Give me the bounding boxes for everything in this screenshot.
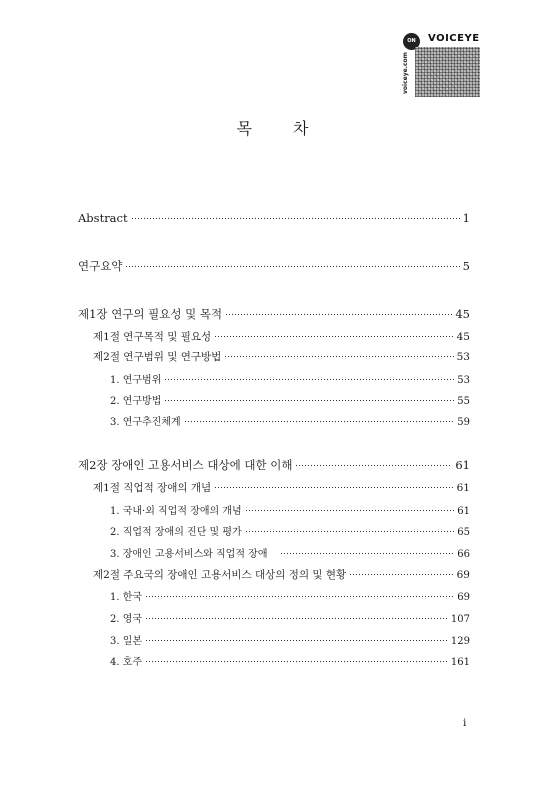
toc-leader-dots xyxy=(164,400,454,401)
toc-entry[interactable] xyxy=(110,502,470,517)
toc-leader-dots xyxy=(145,640,448,641)
toc-entry[interactable] xyxy=(110,545,470,560)
toc-entry[interactable] xyxy=(78,211,470,225)
toc-entry-page: 53 xyxy=(457,375,470,386)
toc-leader-dots xyxy=(214,336,454,337)
logo-badge: ON xyxy=(403,33,420,50)
voiceye-logo xyxy=(402,30,481,97)
toc-entry-label: 2. 연구방법 xyxy=(110,396,162,407)
toc-entry-label: 제2절 주요국의 장애인 고용서비스 대상의 정의 및 현황 xyxy=(93,569,347,581)
toc-entry-label: Abstract xyxy=(78,211,128,225)
toc-leader-dots xyxy=(349,574,453,575)
toc-entry-page: 129 xyxy=(450,636,470,647)
page-title: 목 차 xyxy=(236,119,327,138)
toc-leader-dots xyxy=(245,510,455,511)
toc-entry-label: 1. 국내·외 직업적 장애의 개념 xyxy=(110,506,242,517)
toc-leader-dots xyxy=(245,531,455,532)
toc-entry-page: 5 xyxy=(462,259,470,273)
toc-entry[interactable] xyxy=(110,653,470,668)
logo-site-text: voiceye.com xyxy=(402,52,409,94)
toc-leader-dots xyxy=(225,314,452,315)
toc-entry[interactable] xyxy=(110,632,470,647)
toc-leader-dots xyxy=(280,553,455,554)
toc-entry-label: 제2절 연구범위 및 연구방법 xyxy=(93,351,222,363)
toc-entry-label: 제2장 장애인 고용서비스 대상에 대한 이해 xyxy=(78,458,293,472)
toc-entry-label: 제1절 직업적 장애의 개념 xyxy=(93,482,212,494)
toc-leader-dots xyxy=(164,379,454,380)
toc-entry-page: 61 xyxy=(456,482,470,494)
page-number: i xyxy=(463,717,467,729)
toc-entry-label: 3. 장애인 고용서비스와 직업적 장애 xyxy=(110,549,268,560)
logo-brand-text: VOICEYE xyxy=(428,33,480,44)
toc-entry-page: 107 xyxy=(450,614,470,625)
toc-entry[interactable] xyxy=(110,523,470,538)
toc-entry[interactable] xyxy=(110,610,470,625)
toc-entry[interactable] xyxy=(78,457,470,473)
toc-entry-page: 45 xyxy=(455,307,470,321)
toc-entry-label: 1. 한국 xyxy=(110,592,143,603)
voiceye-code-pattern xyxy=(415,47,480,97)
toc-entry[interactable] xyxy=(110,392,470,407)
toc-leader-dots xyxy=(145,661,448,662)
toc-entry[interactable] xyxy=(93,329,470,344)
toc-entry-page: 161 xyxy=(450,657,470,668)
toc-entry-page: 61 xyxy=(457,506,470,517)
toc-leader-dots xyxy=(131,218,460,219)
toc-leader-dots xyxy=(184,421,455,422)
toc-leader-dots xyxy=(145,618,448,619)
toc-entry[interactable] xyxy=(110,371,470,386)
toc-entry-label: 3. 연구추진체계 xyxy=(110,417,181,428)
toc-entry-label: 제1절 연구목적 및 필요성 xyxy=(93,331,212,343)
toc-entry-page: 65 xyxy=(457,527,470,538)
toc-leader-dots xyxy=(214,487,454,488)
toc-entry[interactable] xyxy=(93,567,470,582)
toc-entry[interactable] xyxy=(93,349,470,364)
toc-entry-page: 53 xyxy=(456,351,470,363)
toc-entry-label: 1. 연구범위 xyxy=(110,375,162,386)
toc-leader-dots xyxy=(145,596,454,597)
toc-entry[interactable] xyxy=(78,258,470,274)
toc-entry-page: 69 xyxy=(456,569,470,581)
toc-entry-page: 69 xyxy=(457,592,470,603)
toc-entry[interactable] xyxy=(110,413,470,428)
toc-entry-label: 2. 직업적 장애의 진단 및 평가 xyxy=(110,527,242,538)
toc-entry-label: 연구요약 xyxy=(78,259,123,273)
toc-entry-page: 61 xyxy=(455,458,470,472)
toc-entry[interactable] xyxy=(78,306,470,322)
toc-entry[interactable] xyxy=(93,480,470,495)
toc-entry-label: 제1장 연구의 필요성 및 목적 xyxy=(78,307,223,321)
toc-entry-page: 66 xyxy=(457,549,470,560)
toc-entry-label: 4. 호주 xyxy=(110,657,143,668)
toc-entry-label: 3. 일본 xyxy=(110,636,143,647)
toc-leader-dots xyxy=(125,266,459,267)
toc-entry-label: 2. 영국 xyxy=(110,614,143,625)
toc-entry-page: 45 xyxy=(456,331,470,343)
toc-entry-page: 55 xyxy=(457,396,470,407)
toc-leader-dots xyxy=(295,465,452,466)
toc-leader-dots xyxy=(224,356,453,357)
toc-entry-page: 1 xyxy=(462,211,470,225)
toc-entry-page: 59 xyxy=(457,417,470,428)
toc-entry[interactable] xyxy=(110,588,470,603)
